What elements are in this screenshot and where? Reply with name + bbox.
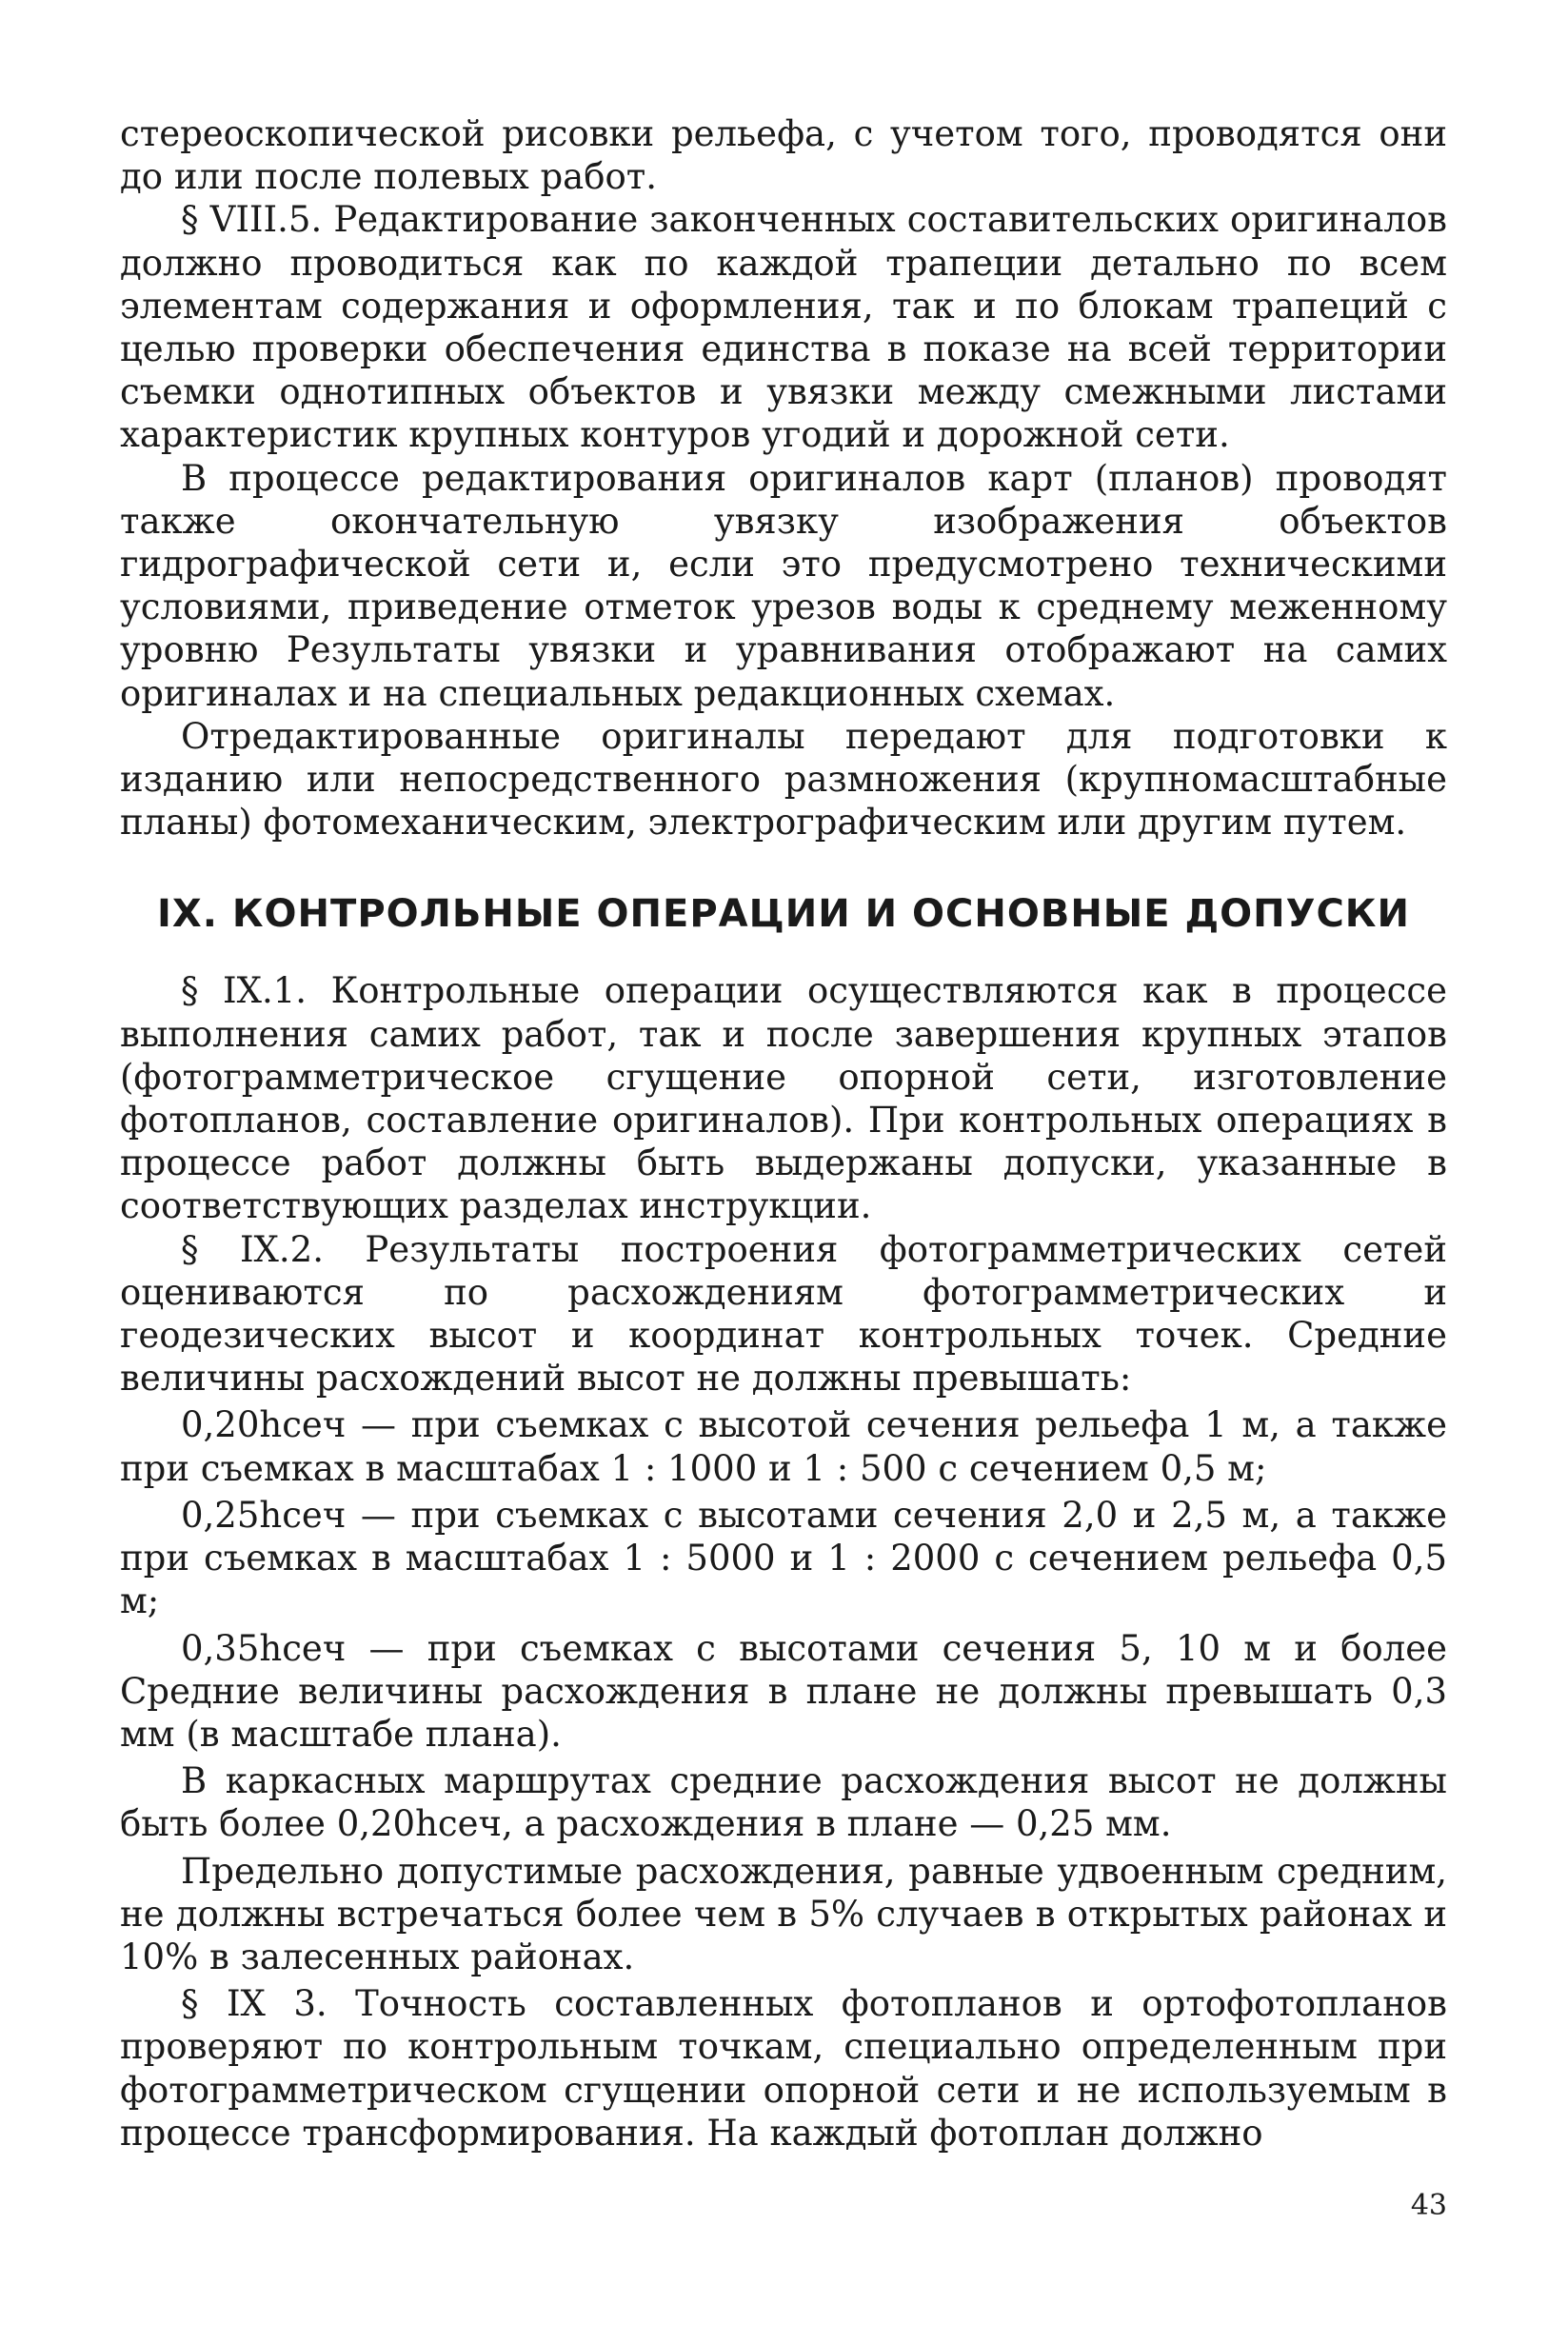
document-page	[120, 112, 1447, 2155]
paragraph-frame-routes: В каркасных маршрутах средние расхождения высот не должны быть более 0,20hсеч, а расхождения в плане — 0,25 мм.	[120, 1760, 1447, 1845]
paragraph-tolerance-035: 0,35hсеч — при съемках с высотами сечения 5, 10 м и более Средние величины расхождения в плане не должны превышать 0,3 мм (в масштабе плана).	[120, 1627, 1447, 1755]
paragraph-viii-5: § VIII.5. Редактирование законченных составительских оригиналов должно проводиться как по каждой трапеции детально по всем элементам содержания и оформления, так и по блокам трапеций с целью проверки обеспечения единства в показе на всей территории съемки однотипных объектов и увязки между смежными листами характеристик крупных контуров угодий и дорожной сети.	[120, 199, 1447, 456]
paragraph-continuation: стереоскопической рисовки рельефа, с учетом того, проводятся они до или после полевых работ.	[120, 113, 1447, 198]
section-heading: IX. КОНТРОЛЬНЫЕ ОПЕРАЦИИ И ОСНОВНЫЕ ДОПУСКИ	[157, 892, 1410, 937]
paragraph-ix-1: § IX.1. Контрольные операции осуществляются как в процессе выполнения самих работ, так и после завершения крупных этапов (фотограмметрическое сгущение опорной сети, изготовление фотопланов, составление оригиналов). При контрольных операциях в процессе работ должны быть выдержаны допуски, указанные в соответствующих разделах инструкции.	[120, 970, 1447, 1227]
paragraph-edited-originals: Отредактированные оригиналы передают для подготовки к изданию или непосредственного размножения (крупномасштабные планы) фотомеханическим, электрографическим или другим путем.	[120, 715, 1447, 844]
page-number: 43	[1410, 2189, 1447, 2222]
paragraph-editing-process: В процессе редактирования оригиналов карт (планов) проводят также окончательную увязку изображения объектов гидрографической сети и, если это предусмотрено техническими условиями, приведение отметок урезов воды к среднему меженному уровню Результаты увязки и уравнивания отображают на самих оригиналах и на специальных редакционных схемах.	[120, 457, 1447, 714]
paragraph-ix-3: § IX 3. Точность составленных фотопланов и ортофотопланов проверяют по контрольным точкам, специально определенным при фотограмметрическом сгущении опорной сети и не используемым в процессе трансформирования. На каждый фотоплан должно	[120, 1983, 1447, 2154]
paragraph-tolerance-020: 0,20hсеч — при съемках с высотой сечения рельефа 1 м, а также при съемках в масштабах 1 : 1000 и 1 : 500 с сечением 0,5 м;	[120, 1404, 1447, 1489]
paragraph-tolerance-025: 0,25hсеч — при съемках с высотами сечения 2,0 и 2,5 м, а также при съемках в масштабах 1 : 5000 и 1 : 2000 с сечением рельефа 0,5 м;	[120, 1494, 1447, 1622]
paragraph-limit-deviations: Предельно допустимые расхождения, равные удвоенным средним, не должны встречаться более чем в 5% случаев в открытых районах и 10% в залесенных районах.	[120, 1850, 1447, 1977]
paragraph-ix-2: § IX.2. Результаты построения фотограмметрических сетей оцениваются по расхождениям фотограмметрических и геодезических высот и координат контрольных точек. Средние величины расхождений высот не должны превышать:	[120, 1228, 1447, 1400]
